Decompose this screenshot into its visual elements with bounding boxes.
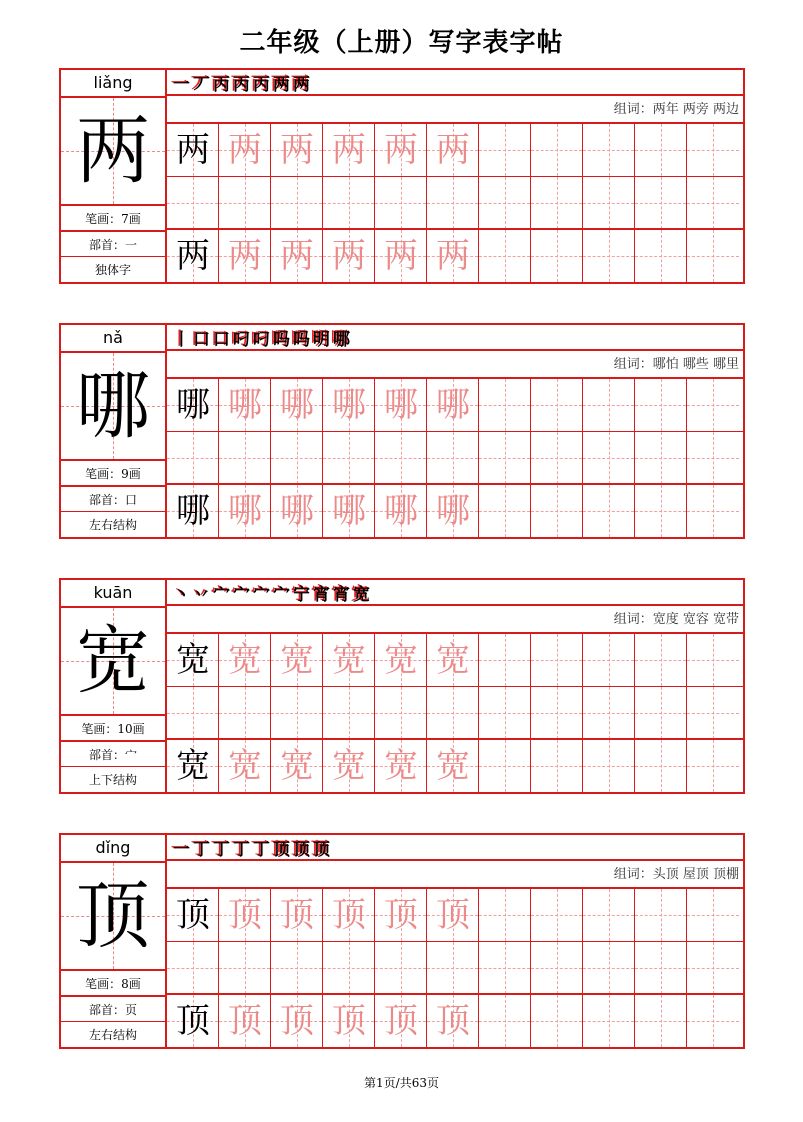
grid-cell[interactable] — [687, 995, 739, 1047]
grid-cell[interactable] — [323, 740, 375, 792]
trace-char: 两 — [384, 236, 418, 276]
stroke-step: 宁 — [293, 584, 310, 605]
grid-cell[interactable] — [583, 995, 635, 1047]
stroke-count: 笔画：10画 — [61, 714, 165, 740]
trace-char: 两 — [332, 236, 366, 276]
practice-row — [167, 230, 743, 282]
grid-cell[interactable] — [479, 889, 531, 941]
grid-cell[interactable] — [479, 485, 531, 537]
trace-char: 两 — [280, 130, 314, 170]
grid-cell[interactable] — [583, 634, 635, 686]
grid-cell[interactable] — [323, 889, 375, 941]
stroke-step: 丁 — [233, 839, 250, 860]
grid-cell[interactable] — [427, 177, 479, 229]
trace-char: 两 — [436, 236, 470, 276]
grid-cell[interactable] — [375, 942, 427, 994]
grid-cell[interactable] — [375, 485, 427, 537]
practice-area — [167, 70, 743, 282]
model-char: 宽 — [176, 640, 210, 680]
grid-cell[interactable] — [323, 995, 375, 1047]
grid-cell[interactable] — [635, 177, 687, 229]
character-block — [59, 833, 745, 1049]
model-char: 两 — [176, 130, 210, 170]
grid-cell[interactable] — [375, 687, 427, 739]
grid-cell[interactable] — [583, 379, 635, 431]
grid-cell[interactable] — [167, 177, 219, 229]
grid-cell[interactable] — [219, 942, 271, 994]
stroke-step: 口 — [213, 329, 230, 350]
grid-cell[interactable] — [323, 230, 375, 282]
grid-cell[interactable] — [479, 995, 531, 1047]
stroke-step: 丨 — [173, 329, 190, 350]
trace-char: 哪 — [280, 491, 314, 531]
grid-cell[interactable] — [479, 230, 531, 282]
pinyin: liǎng — [61, 70, 165, 98]
stroke-step: 丆 — [193, 74, 210, 95]
stroke-step: 顶 — [313, 839, 330, 860]
grid-cell[interactable] — [323, 687, 375, 739]
grid-cell[interactable] — [271, 687, 323, 739]
trace-char: 顶 — [332, 895, 366, 935]
grid-cell[interactable] — [479, 942, 531, 994]
grid-cell[interactable] — [531, 634, 583, 686]
grid-cell[interactable] — [427, 687, 479, 739]
practice-row — [167, 995, 743, 1047]
trace-char: 哪 — [384, 385, 418, 425]
trace-char: 哪 — [228, 491, 262, 531]
practice-row — [167, 889, 743, 941]
stroke-step: 哪 — [333, 329, 350, 350]
trace-char: 宽 — [384, 746, 418, 786]
stroke-step: 丷 — [193, 584, 210, 605]
stroke-step: 叼 — [253, 329, 270, 350]
stroke-step: 一 — [173, 74, 190, 95]
grid-cell[interactable] — [583, 889, 635, 941]
big-char-box — [61, 98, 165, 204]
grid-cell[interactable] — [583, 124, 635, 176]
trace-char: 哪 — [384, 491, 418, 531]
trace-char: 宽 — [436, 640, 470, 680]
pinyin: nǎ — [61, 325, 165, 353]
grid-cell[interactable] — [219, 379, 271, 431]
grid-cell[interactable] — [479, 379, 531, 431]
grid-cell[interactable] — [375, 379, 427, 431]
big-character: 宽 — [76, 618, 150, 704]
grid-cell[interactable] — [167, 995, 219, 1047]
trace-char: 顶 — [436, 1001, 470, 1041]
trace-char: 宽 — [332, 640, 366, 680]
practice-row — [167, 634, 743, 686]
grid-cell[interactable] — [583, 230, 635, 282]
stroke-step: 宀 — [233, 584, 250, 605]
grid-cell[interactable] — [271, 432, 323, 484]
trace-char: 哪 — [332, 491, 366, 531]
pinyin: dǐng — [61, 835, 165, 863]
grid-cell[interactable] — [583, 177, 635, 229]
grid-cell[interactable] — [687, 379, 739, 431]
grid-cell[interactable] — [375, 740, 427, 792]
trace-char: 宽 — [228, 746, 262, 786]
trace-char: 顶 — [332, 1001, 366, 1041]
trace-char: 宽 — [384, 640, 418, 680]
grid-cell[interactable] — [687, 687, 739, 739]
grid-cell[interactable] — [427, 230, 479, 282]
grid-cell[interactable] — [323, 432, 375, 484]
stroke-count: 笔画：7画 — [61, 204, 165, 230]
grid-cell[interactable] — [635, 942, 687, 994]
grid-cell[interactable] — [531, 379, 583, 431]
stroke-step: 两 — [293, 74, 310, 95]
practice-row — [167, 124, 743, 176]
big-character: 顶 — [76, 873, 150, 959]
practice-row — [167, 941, 743, 994]
stroke-step: 宵 — [333, 584, 350, 605]
grid-cell[interactable] — [687, 485, 739, 537]
page-footer: 第1页/共63页 — [364, 1076, 439, 1090]
grid-cell[interactable] — [427, 485, 479, 537]
grid-cell[interactable] — [271, 230, 323, 282]
stroke-count: 笔画：9画 — [61, 459, 165, 485]
char-info-panel — [61, 325, 167, 537]
grid-cell[interactable] — [635, 485, 687, 537]
grid-cell[interactable] — [427, 889, 479, 941]
grid-cell[interactable] — [635, 995, 687, 1047]
grid-cell[interactable] — [635, 687, 687, 739]
stroke-step: 宵 — [313, 584, 330, 605]
grid-cell[interactable] — [427, 995, 479, 1047]
grid-cell[interactable] — [167, 485, 219, 537]
grid-cell[interactable] — [219, 230, 271, 282]
model-char: 两 — [176, 236, 210, 276]
model-char: 宽 — [176, 746, 210, 786]
grid-cell[interactable] — [375, 124, 427, 176]
grid-cell[interactable] — [219, 889, 271, 941]
page-title: 二年级（上册）写字表字帖 — [239, 28, 564, 58]
grid-cell[interactable] — [583, 687, 635, 739]
grid-cell[interactable] — [479, 634, 531, 686]
grid-cell[interactable] — [635, 634, 687, 686]
grid-cell[interactable] — [687, 230, 739, 282]
grid-cell[interactable] — [531, 230, 583, 282]
grid-cell[interactable] — [687, 889, 739, 941]
grid-cell[interactable] — [271, 124, 323, 176]
grid-cell[interactable] — [427, 379, 479, 431]
trace-char: 哪 — [280, 385, 314, 425]
grid-cell[interactable] — [375, 889, 427, 941]
big-character: 两 — [76, 108, 150, 194]
grid-cell[interactable] — [271, 889, 323, 941]
grid-cell[interactable] — [167, 634, 219, 686]
trace-char: 宽 — [280, 640, 314, 680]
model-char: 顶 — [176, 1001, 210, 1041]
stroke-step: 丙 — [233, 74, 250, 95]
trace-char: 顶 — [280, 895, 314, 935]
stroke-step: 丁 — [213, 839, 230, 860]
grid-cell[interactable] — [167, 124, 219, 176]
grid-cell[interactable] — [427, 124, 479, 176]
grid-cell[interactable] — [531, 942, 583, 994]
trace-char: 两 — [280, 236, 314, 276]
grid-cell[interactable] — [375, 634, 427, 686]
grid-cell[interactable] — [167, 432, 219, 484]
model-char: 哪 — [176, 385, 210, 425]
practice-row — [167, 379, 743, 431]
stroke-order — [167, 325, 743, 351]
stroke-count: 笔画：8画 — [61, 969, 165, 995]
model-char: 顶 — [176, 895, 210, 935]
trace-char: 宽 — [436, 746, 470, 786]
practice-row — [167, 485, 743, 537]
stroke-step: 一 — [173, 839, 190, 860]
stroke-step: 吗 — [273, 329, 290, 350]
grid-cell[interactable] — [687, 634, 739, 686]
practice-area — [167, 325, 743, 537]
trace-char: 两 — [436, 130, 470, 170]
practice-row — [167, 431, 743, 484]
practice-area — [167, 580, 743, 792]
grid-cell[interactable] — [219, 634, 271, 686]
stroke-step: 丁 — [193, 839, 210, 860]
grid-cell[interactable] — [531, 889, 583, 941]
grid-cell[interactable] — [375, 995, 427, 1047]
grid-cell[interactable] — [271, 177, 323, 229]
grid-cell[interactable] — [427, 432, 479, 484]
trace-char: 顶 — [228, 1001, 262, 1041]
grid-cell[interactable] — [687, 432, 739, 484]
grid-cell[interactable] — [583, 740, 635, 792]
grid-cell[interactable] — [167, 740, 219, 792]
big-char-box — [61, 863, 165, 969]
trace-char: 宽 — [228, 640, 262, 680]
grid-cell[interactable] — [635, 124, 687, 176]
grid-cell[interactable] — [583, 942, 635, 994]
character-block — [59, 578, 745, 794]
grid-cell[interactable] — [635, 230, 687, 282]
trace-char: 哪 — [436, 385, 470, 425]
grid-cell[interactable] — [271, 485, 323, 537]
radical: 部首：口 — [61, 485, 165, 511]
grid-cell[interactable] — [271, 942, 323, 994]
char-info-panel — [61, 835, 167, 1047]
trace-char: 宽 — [280, 746, 314, 786]
grid-cell[interactable] — [531, 485, 583, 537]
grid-cell[interactable] — [635, 379, 687, 431]
grid-cell[interactable] — [167, 942, 219, 994]
big-character: 哪 — [76, 363, 150, 449]
stroke-step: 顶 — [293, 839, 310, 860]
grid-cell[interactable] — [687, 124, 739, 176]
big-char-box — [61, 608, 165, 714]
grid-cell[interactable] — [531, 740, 583, 792]
trace-char: 顶 — [280, 1001, 314, 1041]
grid-cell[interactable] — [635, 740, 687, 792]
stroke-step: 丁 — [253, 839, 270, 860]
practice-row — [167, 176, 743, 229]
grid-cell[interactable] — [271, 995, 323, 1047]
char-info-panel — [61, 70, 167, 282]
stroke-step: 吗 — [293, 329, 310, 350]
grid-cell[interactable] — [635, 432, 687, 484]
stroke-step: 宀 — [253, 584, 270, 605]
grid-cell[interactable] — [323, 379, 375, 431]
trace-char: 顶 — [384, 895, 418, 935]
stroke-step: 明 — [313, 329, 330, 350]
model-char: 哪 — [176, 491, 210, 531]
grid-cell[interactable] — [531, 687, 583, 739]
trace-char: 顶 — [436, 895, 470, 935]
grid-cell[interactable] — [219, 432, 271, 484]
character-block — [59, 323, 745, 539]
grid-cell[interactable] — [479, 124, 531, 176]
word-examples: 组词：头顶 屋顶 顶棚 — [167, 861, 743, 889]
grid-cell[interactable] — [323, 177, 375, 229]
trace-char: 两 — [384, 130, 418, 170]
stroke-step: 丙 — [253, 74, 270, 95]
grid-cell[interactable] — [427, 942, 479, 994]
grid-cell[interactable] — [479, 687, 531, 739]
trace-char: 两 — [228, 236, 262, 276]
grid-cell[interactable] — [219, 995, 271, 1047]
grid-cell[interactable] — [687, 740, 739, 792]
grid-cell[interactable] — [531, 124, 583, 176]
word-examples: 组词：哪怕 哪些 哪里 — [167, 351, 743, 379]
trace-char: 宽 — [332, 746, 366, 786]
grid-cell[interactable] — [427, 740, 479, 792]
grid-cell[interactable] — [323, 485, 375, 537]
grid-cell[interactable] — [167, 230, 219, 282]
grid-cell[interactable] — [531, 995, 583, 1047]
grid-cell[interactable] — [219, 485, 271, 537]
grid-cell[interactable] — [583, 485, 635, 537]
structure: 上下结构 — [61, 766, 165, 792]
stroke-step: 宀 — [213, 584, 230, 605]
grid-cell[interactable] — [271, 634, 323, 686]
grid-cell[interactable] — [167, 687, 219, 739]
structure: 左右结构 — [61, 1021, 165, 1047]
radical: 部首：宀 — [61, 740, 165, 766]
grid-cell[interactable] — [271, 379, 323, 431]
grid-cell[interactable] — [427, 634, 479, 686]
word-examples: 组词：宽度 宽容 宽带 — [167, 606, 743, 634]
grid-cell[interactable] — [635, 889, 687, 941]
trace-char: 两 — [332, 130, 366, 170]
grid-cell[interactable] — [479, 432, 531, 484]
stroke-order — [167, 835, 743, 861]
word-examples: 组词：两年 两旁 两边 — [167, 96, 743, 124]
trace-char: 哪 — [332, 385, 366, 425]
practice-row — [167, 740, 743, 792]
stroke-step: 叼 — [233, 329, 250, 350]
grid-cell[interactable] — [375, 432, 427, 484]
grid-cell[interactable] — [219, 124, 271, 176]
stroke-step: 丶 — [173, 584, 190, 605]
structure: 独体字 — [61, 256, 165, 282]
grid-cell[interactable] — [479, 740, 531, 792]
char-info-panel — [61, 580, 167, 792]
grid-cell[interactable] — [167, 379, 219, 431]
stroke-step: 宀 — [273, 584, 290, 605]
radical: 部首：页 — [61, 995, 165, 1021]
stroke-step: 两 — [273, 74, 290, 95]
grid-cell[interactable] — [323, 942, 375, 994]
stroke-order — [167, 580, 743, 606]
pinyin: kuān — [61, 580, 165, 608]
trace-char: 顶 — [228, 895, 262, 935]
radical: 部首：一 — [61, 230, 165, 256]
grid-cell[interactable] — [219, 177, 271, 229]
stroke-step: 丙 — [213, 74, 230, 95]
character-block — [59, 68, 745, 284]
structure: 左右结构 — [61, 511, 165, 537]
grid-cell[interactable] — [271, 740, 323, 792]
grid-cell[interactable] — [479, 177, 531, 229]
trace-char: 哪 — [436, 491, 470, 531]
trace-char: 两 — [228, 130, 262, 170]
grid-cell[interactable] — [687, 177, 739, 229]
stroke-step: 顶 — [273, 839, 290, 860]
trace-char: 哪 — [228, 385, 262, 425]
grid-cell[interactable] — [375, 230, 427, 282]
stroke-step: 口 — [193, 329, 210, 350]
grid-cell[interactable] — [219, 740, 271, 792]
trace-char: 顶 — [384, 1001, 418, 1041]
grid-cell[interactable] — [375, 177, 427, 229]
big-char-box — [61, 353, 165, 459]
grid-cell[interactable] — [323, 634, 375, 686]
grid-cell[interactable] — [687, 942, 739, 994]
grid-cell[interactable] — [531, 432, 583, 484]
grid-cell[interactable] — [219, 687, 271, 739]
practice-area — [167, 835, 743, 1047]
stroke-step: 宽 — [353, 584, 370, 605]
grid-cell[interactable] — [531, 177, 583, 229]
stroke-order — [167, 70, 743, 96]
practice-row — [167, 686, 743, 739]
grid-cell[interactable] — [167, 889, 219, 941]
grid-cell[interactable] — [323, 124, 375, 176]
grid-cell[interactable] — [583, 432, 635, 484]
